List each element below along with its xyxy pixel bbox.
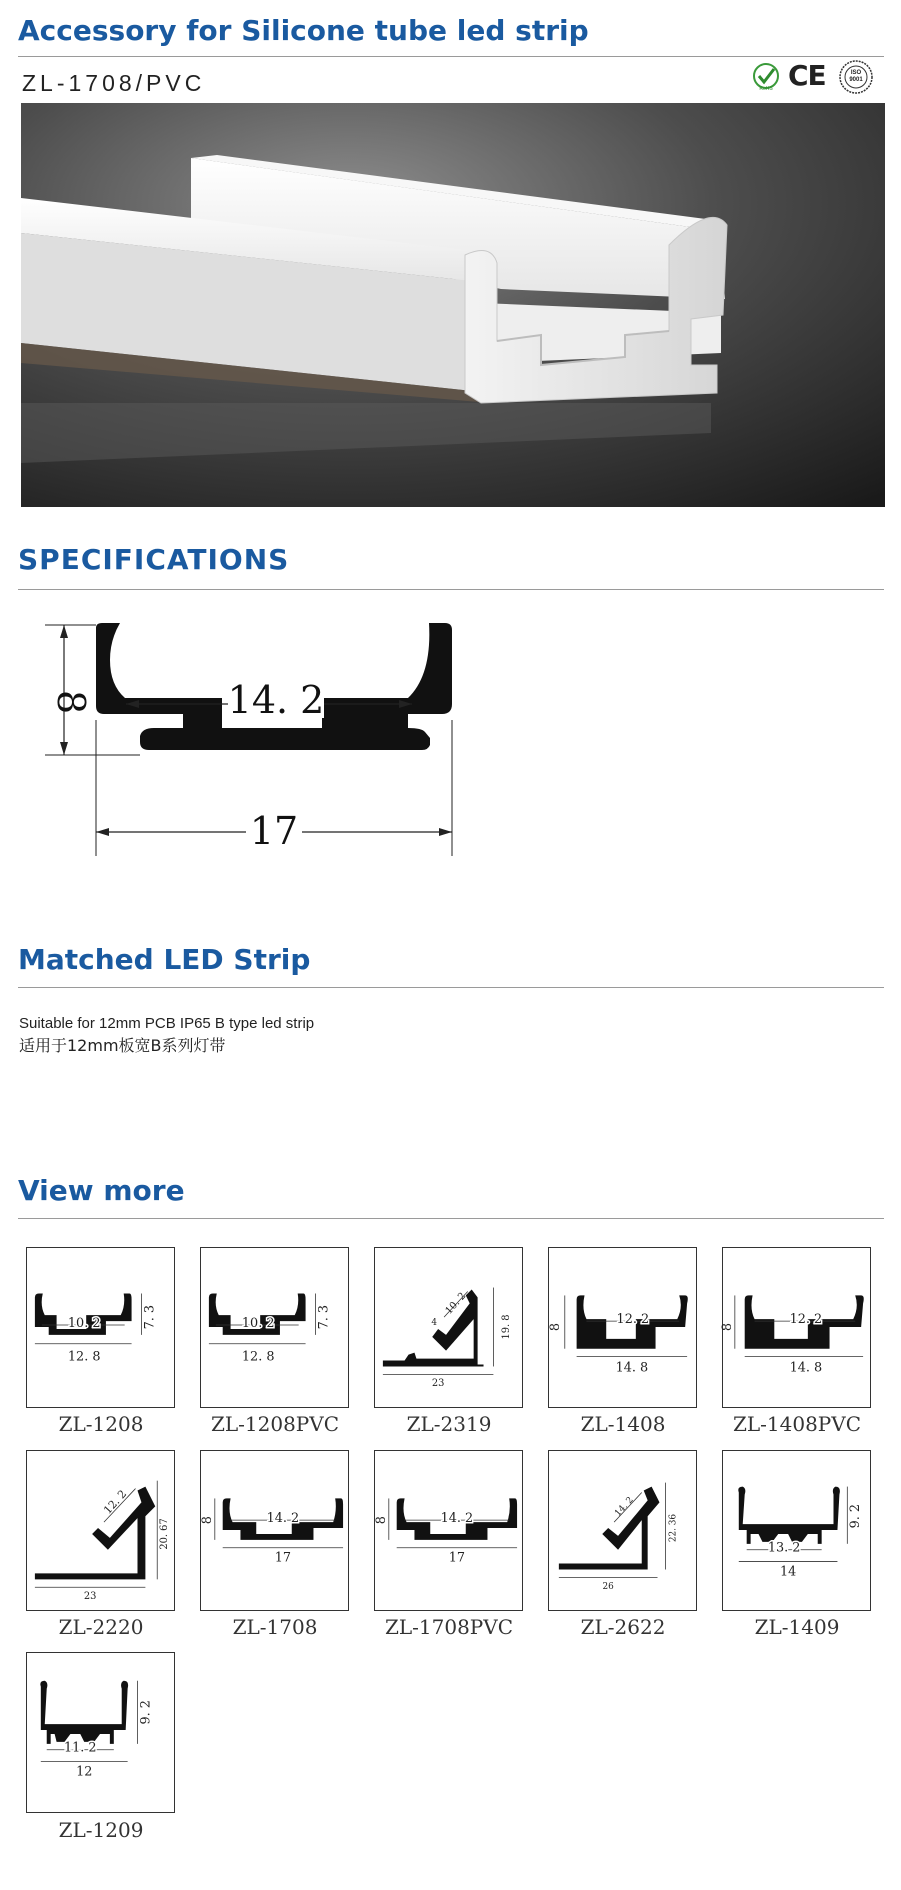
specifications-heading: SPECIFICATIONS xyxy=(18,543,290,576)
product-label[interactable]: ZL-1708PVC xyxy=(384,1615,514,1639)
dim-width-outer: 14. 8 xyxy=(615,1360,649,1376)
dim-width-outer: 12. 8 xyxy=(241,1349,275,1365)
inner-width-dimension: 14. 2 xyxy=(227,678,325,722)
matched-strip-cn: 适用于12mm板宽B系列灯带 xyxy=(19,1036,226,1055)
dim-width-inner: 10. 2 xyxy=(443,1290,469,1317)
product-card-zl-2220[interactable] xyxy=(26,1450,175,1611)
dim-width-inner: 14. 2 xyxy=(440,1511,474,1527)
product-card-zl-2319[interactable] xyxy=(374,1247,523,1408)
dim-height: 20. 67 xyxy=(159,1518,171,1550)
rohs-text: RoHS xyxy=(759,86,773,92)
dim-height: 9. 2 xyxy=(848,1503,864,1529)
product-card-zl-1209[interactable] xyxy=(26,1652,175,1813)
product-label[interactable]: ZL-1408PVC xyxy=(732,1412,862,1436)
product-label[interactable]: ZL-1208PVC xyxy=(210,1412,340,1436)
product-card-zl-1208[interactable] xyxy=(26,1247,175,1408)
dim-width-outer: 14 xyxy=(779,1564,797,1580)
dim-height: 8 xyxy=(547,1322,563,1332)
product-label[interactable]: ZL-1209 xyxy=(58,1818,144,1842)
dim-width-inner: 12. 2 xyxy=(101,1487,130,1517)
dim-width-outer: 23 xyxy=(83,1591,97,1603)
product-card-zl-1708pvc[interactable] xyxy=(374,1450,523,1611)
page-title: Accessory for Silicone tube led strip xyxy=(18,14,589,47)
matched-strip-divider xyxy=(18,987,884,988)
product-label[interactable]: ZL-2622 xyxy=(580,1615,666,1639)
ce-mark-icon xyxy=(788,59,826,92)
view-more-heading: View more xyxy=(18,1174,185,1207)
iso-text: ISO 9001 xyxy=(849,70,863,83)
dim-height: 8 xyxy=(199,1516,215,1525)
view-more-divider xyxy=(18,1218,884,1219)
dim-width-inner: 12. 2 xyxy=(789,1312,823,1328)
product-label[interactable]: ZL-1208 xyxy=(58,1412,144,1436)
product-label[interactable]: ZL-1409 xyxy=(754,1615,840,1639)
dim-height: 19. 8 xyxy=(501,1314,513,1340)
dim-height: 8 xyxy=(373,1516,389,1525)
product-card-zl-1408[interactable] xyxy=(548,1247,697,1408)
dim-width-inner: 14. 2 xyxy=(266,1511,300,1527)
dim-height: 7. 3 xyxy=(316,1304,332,1330)
product-card-zl-2622[interactable] xyxy=(548,1450,697,1611)
profile-drawing xyxy=(40,620,490,860)
rohs-check-icon xyxy=(752,62,780,92)
product-card-zl-1408pvc[interactable] xyxy=(719,1247,871,1408)
outer-width-dimension: 17 xyxy=(249,809,299,853)
product-card-zl-1708[interactable] xyxy=(200,1450,349,1611)
product-card-zl-1208pvc[interactable] xyxy=(200,1247,349,1408)
dim-width-outer: 23 xyxy=(431,1378,445,1390)
ce-text: CE xyxy=(788,59,826,92)
dim-height: 22. 36 xyxy=(668,1513,679,1543)
matched-strip-heading: Matched LED Strip xyxy=(18,943,311,976)
dim-width-inner: 14. 2 xyxy=(613,1495,636,1519)
product-card-zl-1409[interactable] xyxy=(722,1450,871,1611)
dim-width-inner: 12. 2 xyxy=(616,1312,650,1328)
dim-width-inner: 11. 2 xyxy=(63,1740,97,1756)
height-dimension: 8 xyxy=(49,690,93,715)
dim-width-outer: 17 xyxy=(274,1550,292,1566)
dim-width-outer: 17 xyxy=(448,1550,466,1566)
product-label[interactable]: ZL-1708 xyxy=(232,1615,318,1639)
product-label[interactable]: ZL-2319 xyxy=(406,1412,492,1436)
dim-width-inner: 10. 2 xyxy=(241,1316,275,1332)
product-photo xyxy=(21,103,885,507)
product-label[interactable]: ZL-2220 xyxy=(58,1615,144,1639)
dim-width-outer: 12 xyxy=(76,1764,93,1780)
dim-width-inner: 13. 2 xyxy=(767,1540,801,1556)
dim-height: 8 xyxy=(719,1322,735,1332)
specifications-divider xyxy=(18,589,884,590)
product-label[interactable]: ZL-1408 xyxy=(580,1412,666,1436)
dim-width-inner: 10. 2 xyxy=(67,1316,101,1332)
dim-width-outer: 26 xyxy=(602,1582,614,1593)
iso-seal-icon xyxy=(838,59,874,100)
model-number: ZL-1708/PVC xyxy=(22,70,206,96)
dim-height: 7. 3 xyxy=(142,1304,158,1330)
dim-thickness: 4 xyxy=(431,1318,438,1329)
matched-strip-en: Suitable for 12mm PCB IP65 B type led strip xyxy=(19,1015,315,1032)
dim-height: 9. 2 xyxy=(138,1700,154,1725)
title-divider xyxy=(18,56,884,57)
dim-width-outer: 14. 8 xyxy=(789,1360,823,1376)
dim-width-outer: 12. 8 xyxy=(67,1349,101,1365)
